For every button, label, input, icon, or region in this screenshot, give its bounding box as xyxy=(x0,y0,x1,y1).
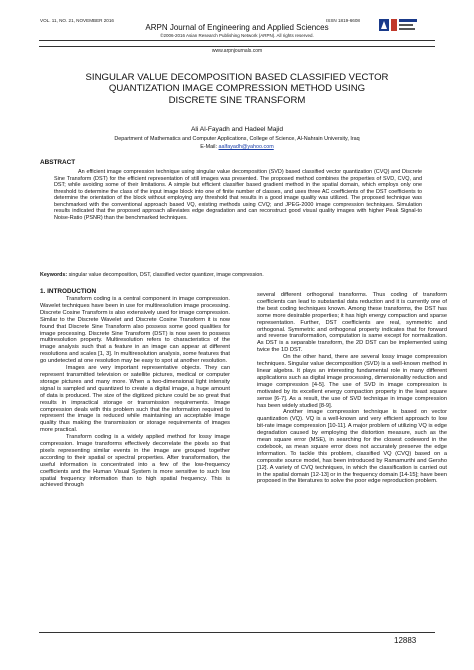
paper-title xyxy=(40,72,434,106)
keywords-label: Keywords: xyxy=(40,272,68,278)
title-line: DISCRETE SINE TRANSFORM xyxy=(168,94,306,106)
paragraph: Another image compression technique is based on vector quantization (VQ). VQ is a well-known and very efficient approach to low bit-rate image compression [10-11]. A major problem of utilizing VQ is edge degradation caused by employing the distortion measure, such as the mean square error (MSE), in searching for the closest codeword in the codebook, as mean square error does not accurately preserve the edge information. To tackle this problem, classified VQ (CVQ) based on a composite source model, has been introduced by Ramamurthi and Gersho [12]. A variety of CVQ techniques, in which the classification is carried out in the spatial domain [12-13] or in the frequency domain [14-15]; have been proposed in the literatures to solve the poor edge reproduction problem. xyxy=(257,409,447,485)
journal-url: www.arpnjournals.com xyxy=(211,48,263,54)
volume-info: VOL. 11, NO. 21, NOVEMBER 2016 xyxy=(40,18,114,23)
keywords-text: singular value decomposition, DST, classified vector quantizer, image compression. xyxy=(68,272,264,278)
email-label: E-Mail: xyxy=(200,144,218,150)
intro-left-column xyxy=(40,296,230,489)
header-rule-top xyxy=(39,40,435,41)
paragraph: Images are very important representative objects. They can represent transmitted television or satellite pictures, medical or computer storage pictures and many more. When a two-dimensional light intensity signal is sampled and quantized to create a digital image, a huge amount of data is produced. The size of the digitized picture could be so great that results in impractical storage or transmission requirements. Image compression deals with this problem such that the information required to represent the image is reduced while maintaining an acceptable image quality thus making the transmission or storage requirements of images more practical. xyxy=(40,365,230,434)
email-line xyxy=(40,144,434,150)
abstract-heading: ABSTRACT xyxy=(40,159,76,166)
affiliation: Department of Mathematics and Computer Applications, College of Science, Al-Nahrain University, Iraq xyxy=(114,136,360,142)
title-line: SINGULAR VALUE DECOMPOSITION BASED CLASSIFIED VECTOR xyxy=(85,72,389,83)
abstract-text: An efficient image compression technique using singular value decomposition (SVD) based classified vector quantization (CVQ) and Discrete Sine Transform (DST) for the efficient representation of still images was presented. The proposed method combines the properties of SVD, CVQ, and DST; while avoiding some of their limitations. A simple but efficient classifier based gradient method in the spatial domain, which employs only one threshold to determine the class of the input image block into one of finite number of classes, and uses three AC coefficients of the DST coefficients to determine the orientation of the block without employing any threshold that results in a good image quality was utilized. The proposed technique was benchmarked with the conventional approach based VQ, existing methods using CVQ; and JPEG-2000 image compression techniques. Simulation results indicated that the proposed approach alleviates edge degradation and can reconstruct good visual quality images with higher Peak Signal-to Noise-Ratio (PSNR) than the benchmarked techniques. xyxy=(54,169,422,221)
journal-name: ARPN Journal of Engineering and Applied Sciences xyxy=(145,23,329,32)
paragraph: Transform coding is a widely applied method for lossy image compression. Image transforms effectively decorrelate the pixels so that pixels representing similar events in the image are grouped together according to their spatial or spectral properties. After transformation, the useful information is concentrated into a few of the low-frequency coefficients and the Human Visual System is more sensitive to such low spatial frequency information than to high spatial frequency. This is achieved through xyxy=(40,434,230,489)
title-line: QUANTIZATION IMAGE COMPRESSION METHOD USING xyxy=(108,83,366,95)
arpn-logo-icon xyxy=(377,16,419,33)
page-number: 12883 xyxy=(394,636,417,645)
email-link[interactable]: aalfayadh@yahoo.com xyxy=(218,144,274,150)
issn: ISSN 1819-6608 xyxy=(326,18,360,23)
intro-right-column xyxy=(257,292,447,485)
header-rule-bottom xyxy=(39,46,435,47)
keywords xyxy=(40,272,434,278)
paragraph: Transform coding is a central component in image compression. Wavelet techniques have been in use for multiresolution image processing. Discrete Cosine Transform is also extensively used for image compression. Similar to the Discrete Wavelet and Discrete Cosine Transform it is now found that Discrete Sine Transform also possess some good qualities for image processing. Discrete Sine Transform (DST) is now seen to possess multiresolution property. Multiresolution refers to characteristics of the image analysis such that a feature in an image can appear at different resolutions and scales [1, 3]. In multiresolution analysis, some features that go undetected at one resolution may be easy to spot at another resolution. xyxy=(40,296,230,365)
paragraph: On the other hand, there are several lossy image compression techniques. Singular value decomposition (SVD) is a well-known method in linear algebra. It plays an interesting fundamental role in many different applications such as digital image processing, dimensionality reduction and image compression [4-5]. The use of SVD in image compression is motivated by its excellent energy compaction property in the least square sense [6-7]. As a result, the use of SVD technique in image compression has been widely studied [8-9]. xyxy=(257,354,447,409)
footer-rule xyxy=(39,632,435,633)
paragraph: several different orthogonal transforms. Thus coding of transform coefficients can lead to substantial data reduction and it is currently one of the best coding techniques known. Among these transforms, the DST has some more desirable properties; it has high energy compaction and sparse representation. Further, DST coefficients are real, symmetric and orthogonal. Symmetric and orthogonal property indicates that for forward and reverse transformation, computation is same except for normalization. As DST is a separable transform, the 2D DST can be implemented using twice the 1D DST. xyxy=(257,292,447,354)
intro-heading: 1. INTRODUCTION xyxy=(40,288,97,295)
authors: Ali Al-Fayadh and Hadeel Majid xyxy=(191,126,283,133)
copyright: ©2006-2016 Asian Research Publishing Network (ARPN). All rights reserved. xyxy=(160,33,314,38)
